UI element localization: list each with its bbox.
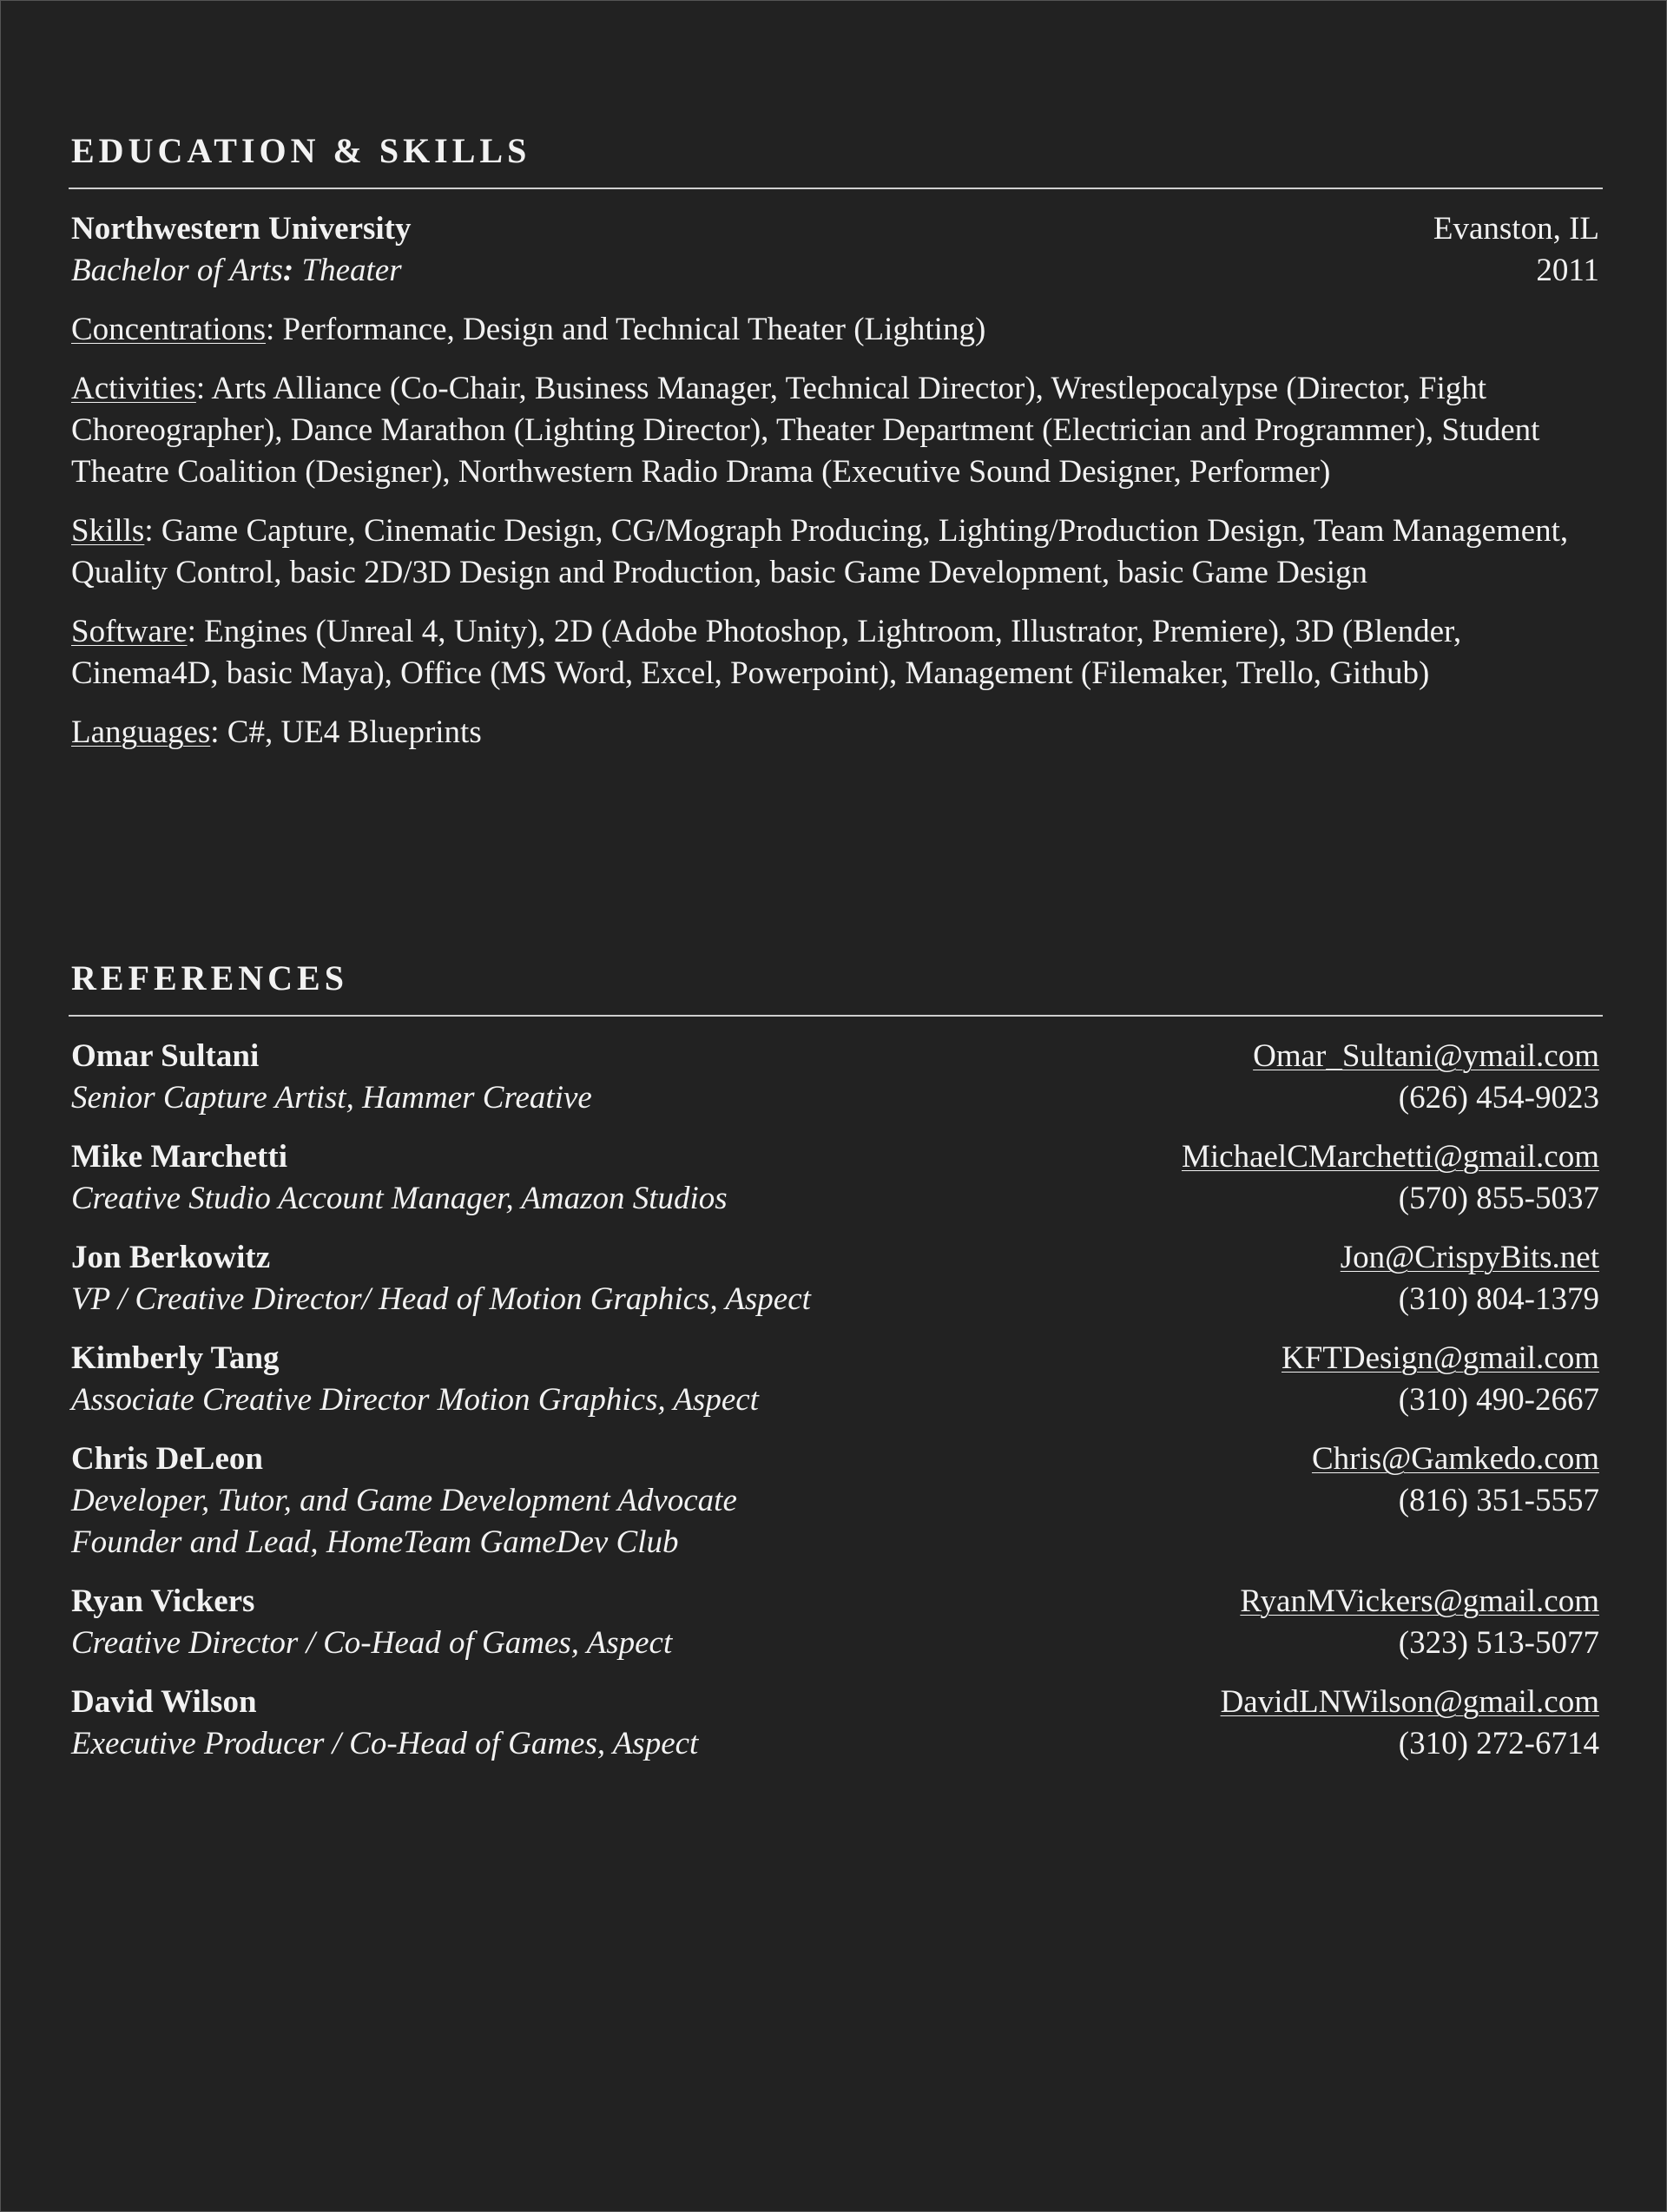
skills-text: : Game Capture, Cinematic Design, CG/Mograph Producing, Lighting/Production Design, Team Management, Quality Control, basic 2D/3D Design and Production, basic Game Development, basic Game Design <box>71 513 1569 590</box>
school-name: Northwestern University <box>71 211 412 247</box>
graduation-year: 2011 <box>1536 253 1599 288</box>
software-text: : Engines (Unreal 4, Unity), 2D (Adobe Photoshop, Lightroom, Illustrator, Premiere), 3D (Blender, Cinema4D, basic Maya), Office (MS Word, Excel, Powerpoint), Management (Filemaker, Trello, Github) <box>71 614 1462 691</box>
reference-phone: (310) 804-1379 <box>1398 1281 1599 1317</box>
activities-label: Activities <box>71 371 196 406</box>
reference-title-row <box>71 1723 1599 1765</box>
reference-name: Ryan Vickers <box>71 1583 255 1619</box>
concentrations-field <box>71 309 1603 351</box>
education-divider <box>69 188 1603 189</box>
reference-phone: (626) 454-9023 <box>1398 1080 1599 1116</box>
reference-item <box>71 1581 1599 1664</box>
school-row <box>71 208 1599 250</box>
education-heading: EDUCATION & SKILLS <box>71 131 531 170</box>
degree-separator: : <box>282 253 294 288</box>
reference-name: Omar Sultani <box>71 1038 260 1074</box>
reference-title-row <box>71 1178 1599 1220</box>
concentrations-text: : Performance, Design and Technical Theater (Lighting) <box>266 312 986 347</box>
reference-name-row <box>71 1338 1599 1379</box>
skills-label: Skills <box>71 513 145 549</box>
education-section <box>71 130 1603 172</box>
activities-text: : Arts Alliance (Co-Chair, Business Manager, Technical Director), Wrestlepocalypse (Director, Fight Choreographer), Dance Marathon (Lighting Director), Theater Department (Electrician and Programmer), Student Theatre Coalition (Designer), Northwestern Radio Drama (Executive Sound Designer, Performer) <box>71 371 1540 490</box>
degree-row <box>71 250 1599 292</box>
references-heading: REFERENCES <box>71 958 348 997</box>
reference-item <box>71 1237 1599 1320</box>
reference-title-row <box>71 1480 1599 1522</box>
reference-title: VP / Creative Director/ Head of Motion Graphics, Aspect <box>71 1281 811 1317</box>
reference-name-row <box>71 1036 1599 1077</box>
reference-item <box>71 1136 1599 1220</box>
reference-item <box>71 1036 1599 1119</box>
references-divider <box>69 1015 1603 1017</box>
reference-title: Developer, Tutor, and Game Development Advocate <box>71 1483 737 1518</box>
languages-label: Languages <box>71 714 211 750</box>
reference-title: Associate Creative Director Motion Graphics, Aspect <box>71 1382 759 1418</box>
reference-phone: (816) 351-5557 <box>1398 1483 1599 1518</box>
activities-field <box>71 368 1603 493</box>
reference-title-row <box>71 1077 1599 1119</box>
reference-item <box>71 1438 1599 1564</box>
concentrations-label: Concentrations <box>71 312 267 347</box>
degree <box>71 250 402 292</box>
reference-item <box>71 1682 1599 1765</box>
reference-name: David Wilson <box>71 1684 257 1720</box>
reference-email[interactable]: Chris@Gamkedo.com <box>1311 1441 1599 1477</box>
reference-email[interactable]: Jon@CrispyBits.net <box>1340 1240 1599 1275</box>
reference-item <box>71 1338 1599 1421</box>
reference-title-row <box>71 1623 1599 1664</box>
languages-field <box>71 712 1603 754</box>
reference-email[interactable]: MichaelCMarchetti@gmail.com <box>1181 1139 1599 1175</box>
education-fields <box>71 309 1603 754</box>
references-list <box>71 1036 1599 1782</box>
reference-title: Creative Director / Co-Head of Games, Aspect <box>71 1625 673 1661</box>
software-label: Software <box>71 614 188 649</box>
reference-name: Mike Marchetti <box>71 1139 287 1175</box>
reference-phone: (570) 855-5037 <box>1398 1181 1599 1216</box>
reference-name-row <box>71 1682 1599 1723</box>
reference-email[interactable]: DavidLNWilson@gmail.com <box>1220 1684 1599 1720</box>
reference-phone: (310) 272-6714 <box>1398 1726 1599 1761</box>
languages-text: : C#, UE4 Blueprints <box>210 714 482 750</box>
reference-title-row-2 <box>71 1522 1599 1564</box>
reference-title: Executive Producer / Co-Head of Games, Aspect <box>71 1726 699 1761</box>
reference-title-row <box>71 1379 1599 1421</box>
reference-name: Jon Berkowitz <box>71 1240 271 1275</box>
education-entry <box>71 208 1599 292</box>
software-field <box>71 611 1603 695</box>
degree-subject: Theater <box>293 253 402 288</box>
school-location: Evanston, IL <box>1433 211 1599 247</box>
reference-name-row <box>71 1237 1599 1279</box>
reference-name: Kimberly Tang <box>71 1340 280 1376</box>
reference-title: Senior Capture Artist, Hammer Creative <box>71 1080 592 1116</box>
reference-email[interactable]: KFTDesign@gmail.com <box>1281 1340 1599 1376</box>
reference-name-row <box>71 1581 1599 1623</box>
reference-name-row <box>71 1136 1599 1178</box>
reference-email[interactable]: Omar_Sultani@ymail.com <box>1253 1038 1599 1074</box>
reference-name-row <box>71 1438 1599 1480</box>
reference-email[interactable]: RyanMVickers@gmail.com <box>1240 1583 1599 1619</box>
reference-name: Chris DeLeon <box>71 1441 263 1477</box>
references-section <box>71 958 1603 999</box>
reference-title: Creative Studio Account Manager, Amazon Studios <box>71 1181 728 1216</box>
reference-title-row <box>71 1279 1599 1320</box>
reference-title-2: Founder and Lead, HomeTeam GameDev Club <box>71 1524 679 1560</box>
skills-field <box>71 510 1603 594</box>
degree-prefix: Bachelor of Arts <box>71 253 283 288</box>
reference-phone: (310) 490-2667 <box>1398 1382 1599 1418</box>
reference-phone: (323) 513-5077 <box>1398 1625 1599 1661</box>
